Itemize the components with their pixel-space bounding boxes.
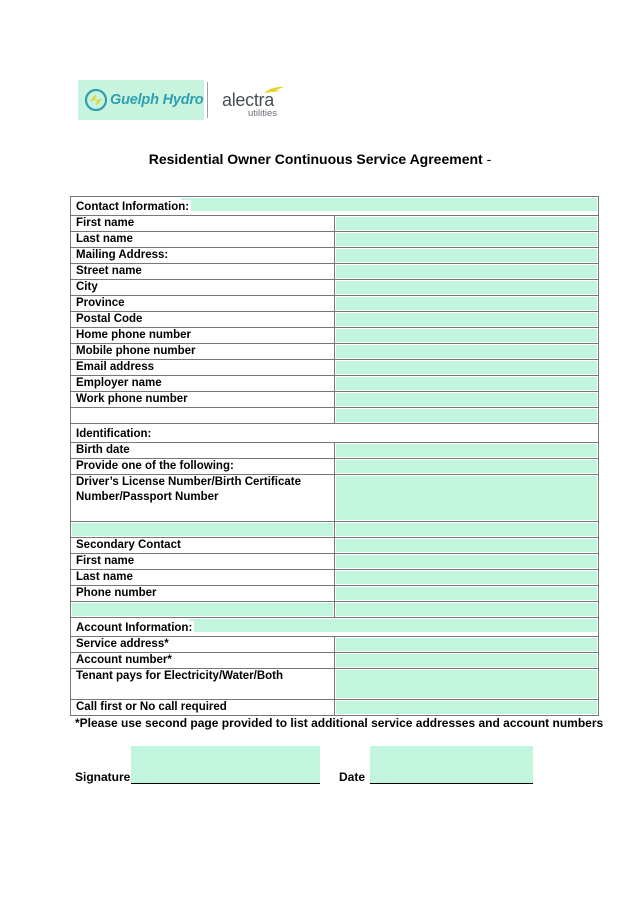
section-heading-secondary: Secondary Contact (76, 539, 181, 551)
account-heading-field[interactable] (189, 619, 597, 632)
section-contact-row (71, 197, 599, 216)
form-row (71, 538, 599, 554)
section-heading-cell (71, 197, 599, 216)
date-field[interactable] (370, 746, 533, 784)
id-number-field[interactable] (336, 476, 597, 520)
secondary-phone-field[interactable] (336, 587, 597, 600)
section-identification-row (71, 424, 599, 443)
footnote: *Please use second page provided to list additional service addresses and account numbers (75, 716, 604, 730)
form-row (71, 248, 599, 264)
section-heading-account: Account Information: (71, 621, 194, 636)
secondary-last-name-field[interactable] (336, 571, 597, 584)
field-label: Driver’s License Number/Birth Certificate Number/Passport Number (76, 476, 301, 503)
mobile-phone-field[interactable] (336, 345, 597, 358)
field-label: City (76, 281, 98, 293)
field-label: Provide one of the following: (76, 460, 234, 472)
form-row (71, 232, 599, 248)
form-row (71, 280, 599, 296)
secondary-contact-field[interactable] (336, 539, 597, 552)
guelph-hydro-wordmark: Guelph Hydro (110, 92, 204, 108)
secondary-first-name-field[interactable] (336, 555, 597, 568)
form-row (71, 392, 599, 408)
field-label: Mobile phone number (76, 345, 196, 357)
form-row (71, 653, 599, 669)
field-label: Phone number (76, 587, 157, 599)
service-agreement-form (70, 196, 599, 716)
provide-id-field[interactable] (336, 460, 597, 473)
form-row (71, 554, 599, 570)
blank-label-field[interactable] (72, 603, 333, 616)
form-row (71, 700, 599, 716)
signature-line (131, 783, 320, 784)
field-label: First name (76, 555, 135, 567)
postal-code-field[interactable] (336, 313, 597, 326)
field-label: Employer name (76, 377, 162, 389)
field-label: First name (76, 217, 135, 229)
field-label: Province (76, 297, 125, 309)
first-name-field[interactable] (336, 217, 597, 230)
form-row (71, 570, 599, 586)
account-number-field[interactable] (336, 654, 597, 667)
email-field[interactable] (336, 361, 597, 374)
form-row (71, 360, 599, 376)
province-field[interactable] (336, 297, 597, 310)
form-row (71, 586, 599, 602)
street-name-field[interactable] (336, 265, 597, 278)
blank-field[interactable] (336, 603, 597, 616)
form-row (71, 376, 599, 392)
alectra-subtitle: utilities (248, 108, 278, 119)
field-label: Street name (76, 265, 142, 277)
form-row (71, 669, 599, 700)
title-text: Residential Owner Continuous Service Agreement (148, 151, 483, 167)
form-row (71, 637, 599, 653)
field-label: Call first or No call required (76, 701, 227, 713)
blank-field[interactable] (336, 409, 597, 422)
mailing-address-field[interactable] (336, 249, 597, 262)
signature-label: Signature (75, 770, 131, 784)
field-label: Home phone number (76, 329, 192, 341)
work-phone-field[interactable] (336, 393, 597, 406)
contact-heading-field[interactable] (181, 198, 597, 211)
page-title (0, 151, 640, 167)
field-label: Email address (76, 361, 154, 373)
field-label: Postal Code (76, 313, 143, 325)
form-row (71, 475, 599, 522)
field-label: Mailing Address: (76, 249, 169, 261)
last-name-field[interactable] (336, 233, 597, 246)
section-account-row (71, 618, 599, 637)
form-row (71, 459, 599, 475)
call-preference-field[interactable] (336, 701, 597, 714)
form-row (71, 296, 599, 312)
section-heading-cell (71, 424, 599, 443)
section-heading-identification: Identification: (71, 427, 153, 442)
form-row (71, 344, 599, 360)
field-label: Account number* (76, 654, 172, 666)
field-label: Last name (76, 233, 133, 245)
blank-field[interactable] (336, 523, 597, 536)
field-label: Service address* (76, 638, 169, 650)
birth-date-field[interactable] (336, 444, 597, 457)
blank-row (71, 522, 599, 538)
blank-label-field[interactable] (72, 523, 333, 536)
alectra-wordmark: alectra (222, 90, 274, 110)
date-label: Date (339, 770, 366, 784)
employer-field[interactable] (336, 377, 597, 390)
blank-label-cell (71, 408, 335, 424)
tenant-pays-field[interactable] (336, 670, 597, 698)
form-row (71, 328, 599, 344)
form-row (71, 216, 599, 232)
field-label: Last name (76, 571, 133, 583)
form-row (71, 312, 599, 328)
section-heading-cell (71, 618, 599, 637)
guelph-hydro-logo (78, 80, 204, 120)
field-label: Birth date (76, 444, 130, 456)
date-line (370, 783, 533, 784)
blank-row (71, 408, 599, 424)
title-suffix: - (486, 151, 492, 167)
home-phone-field[interactable] (336, 329, 597, 342)
form-row (71, 264, 599, 280)
section-heading-contact: Contact Information: (71, 200, 191, 215)
service-address-field[interactable] (336, 638, 597, 651)
form-row (71, 443, 599, 459)
logo-divider (207, 82, 208, 118)
guelph-hydro-swirl-icon (84, 88, 108, 112)
blank-row (71, 602, 599, 618)
field-label: Tenant pays for Electricity/Water/Both (76, 670, 284, 682)
alectra-logo (222, 84, 292, 124)
field-label: Work phone number (76, 393, 188, 405)
signature-field[interactable] (131, 746, 320, 784)
city-field[interactable] (336, 281, 597, 294)
